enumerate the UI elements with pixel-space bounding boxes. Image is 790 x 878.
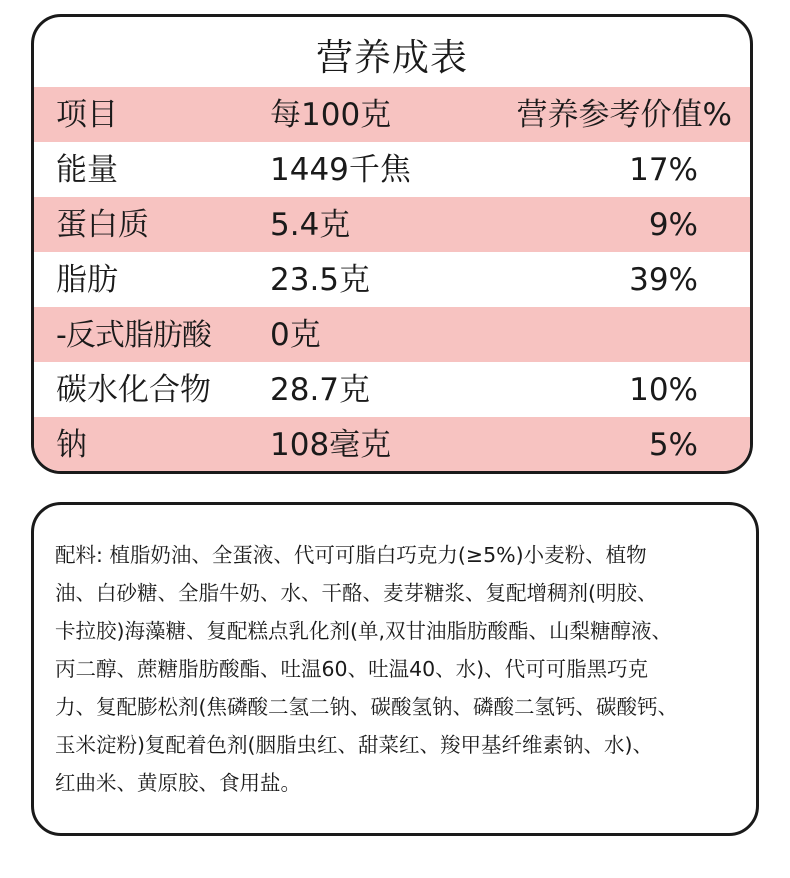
header-per-100g: 每100克 [270,97,392,133]
nutrition-table [31,14,753,474]
row-item: 碳水化合物 [56,372,211,408]
ingredients-panel [31,502,759,836]
row-nrv: 10% [629,372,698,408]
row-item: 钠 [56,427,87,463]
row-nrv: 39% [629,262,698,298]
table-row [34,362,750,417]
row-amount: 108毫克 [270,427,392,463]
ingredients-text [55,536,743,802]
ingredients-line: 力、复配膨松剂(焦磷酸二氢二钠、碳酸氢钠、磷酸二氢钙、碳酸钙、 [55,695,678,719]
ingredients-line: 配料: 植脂奶油、全蛋液、代可可脂白巧克力(≥5%)小麦粉、植物 [55,543,647,567]
row-amount: 23.5克 [270,262,371,298]
row-item: 脂肪 [56,262,118,298]
row-item: 蛋白质 [56,207,149,243]
row-amount: 1449千焦 [270,152,411,188]
row-nrv: 5% [648,427,698,463]
row-amount: 5.4克 [270,207,351,243]
table-row [34,142,750,197]
row-nrv: 9% [648,207,698,243]
table-header-row [34,87,750,142]
ingredients-line: 油、白砂糖、全脂牛奶、水、干酪、麦芽糖浆、复配增稠剂(明胶、 [55,581,658,605]
row-item: 能量 [56,152,118,188]
ingredients-line: 丙二醇、蔗糖脂肪酸酯、吐温60、吐温40、水)、代可可脂黑巧克 [55,657,649,681]
table-row [34,252,750,307]
table-row [34,417,750,472]
header-nrv: 营养参考价值% [516,97,732,133]
row-amount: 28.7克 [270,372,371,408]
table-row [34,307,750,362]
table-row [34,197,750,252]
row-nrv: 17% [629,152,698,188]
ingredients-line: 玉米淀粉)复配着色剂(胭脂虫红、甜菜红、羧甲基纤维素钠、水)、 [55,733,653,757]
ingredients-line: 卡拉胶)海藻糖、复配糕点乳化剂(单,双甘油脂肪酸酯、山梨糖醇液、 [55,619,673,643]
table-title: 营养成表 [316,36,468,79]
ingredients-line: 红曲米、黄原胶、食用盐。 [55,771,301,795]
header-item: 项目 [56,97,118,133]
row-amount: 0克 [270,317,321,353]
row-item: -反式脂肪酸 [56,318,211,353]
